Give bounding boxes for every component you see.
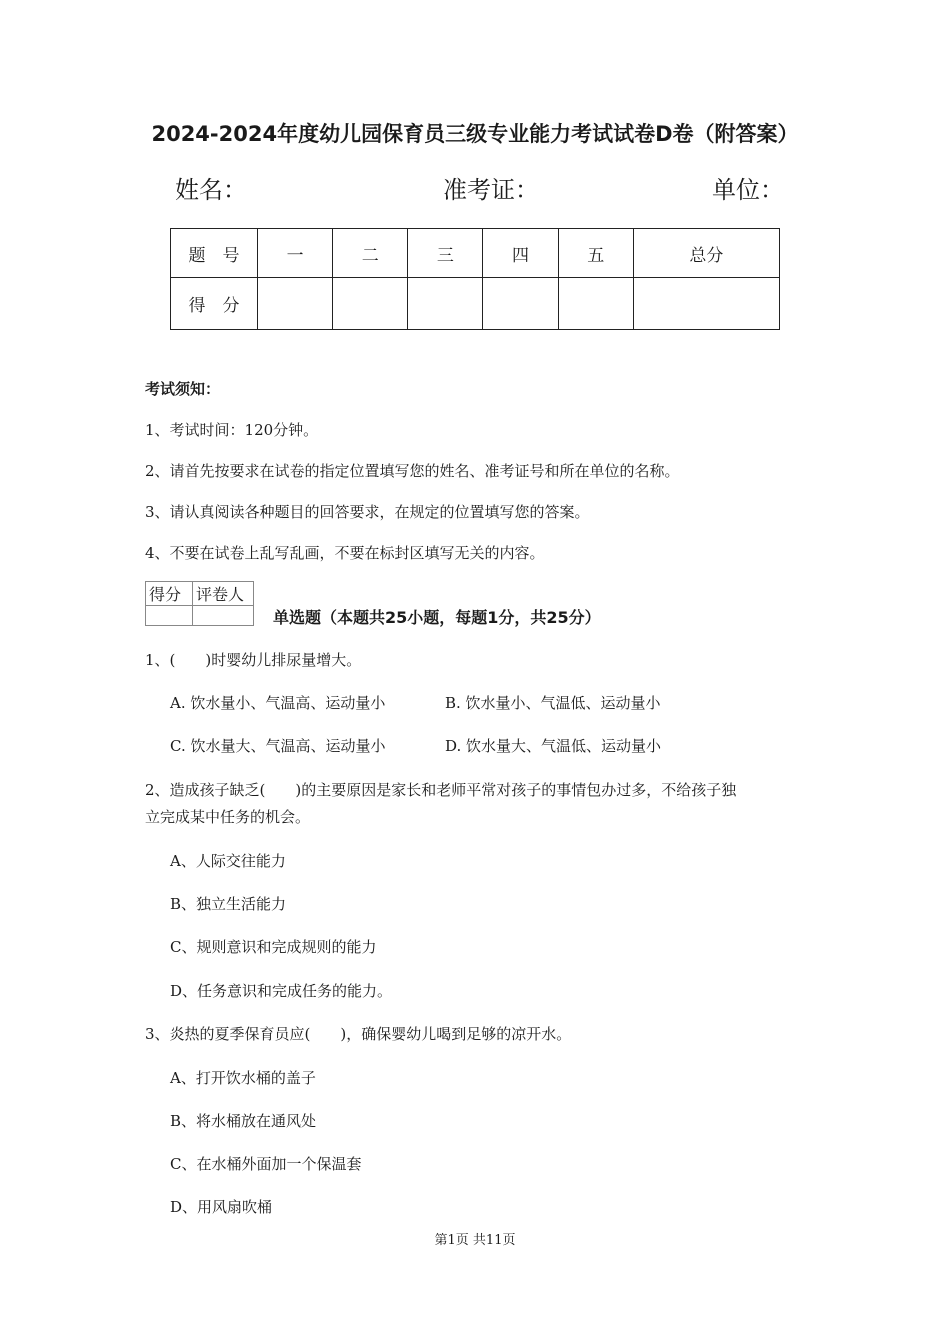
grader-reviewer-cell[interactable] <box>193 606 254 626</box>
section-heading: 单选题（本题共25小题，每题1分，共25分） <box>273 608 601 627</box>
question-2-stem-continued: 立完成某中任务的机会。 <box>145 808 311 826</box>
question-1-option-b: B. 饮水量小、气温低、运动量小 <box>445 694 661 712</box>
score-cell[interactable] <box>558 278 633 330</box>
name-label: 姓名： <box>175 176 247 204</box>
question-1-option-d: D. 饮水量大、气温低、运动量小 <box>445 737 662 755</box>
question-2-option-c: C、规则意识和完成规则的能力 <box>170 938 377 956</box>
question-3-stem: 3、炎热的夏季保育员应( )，确保婴幼儿喝到足够的凉开水。 <box>145 1025 572 1043</box>
question-1-stem: 1、( )时婴幼儿排尿量增大。 <box>145 651 362 669</box>
grader-score-label: 得分 <box>146 582 193 606</box>
grader-reviewer-label: 评卷人 <box>193 582 254 606</box>
score-header-cell: 总分 <box>633 229 779 278</box>
question-3-option-d: D、用风扇吹桶 <box>170 1198 273 1216</box>
score-table <box>170 228 780 330</box>
score-cell[interactable] <box>483 278 558 330</box>
question-2-option-a: A、人际交往能力 <box>170 852 286 870</box>
score-header-cell: 三 <box>408 229 483 278</box>
notice-item: 4、不要在试卷上乱写乱画，不要在标封区填写无关的内容。 <box>145 544 545 562</box>
notice-heading: 考试须知： <box>145 380 221 398</box>
notice-item: 2、请首先按要求在试卷的指定位置填写您的姓名、准考证号和所在单位的名称。 <box>145 462 680 480</box>
question-2-option-b: B、独立生活能力 <box>170 895 287 913</box>
question-3-option-a: A、打开饮水桶的盖子 <box>170 1069 316 1087</box>
notice-item: 1、考试时间：120分钟。 <box>145 421 319 439</box>
score-cell[interactable] <box>633 278 779 330</box>
question-2-option-d: D、任务意识和完成任务的能力。 <box>170 982 393 1000</box>
grader-score-cell[interactable] <box>146 606 193 626</box>
exam-id-label: 准考证： <box>443 176 539 204</box>
score-header-cell: 五 <box>558 229 633 278</box>
question-1-option-c: C. 饮水量大、气温高、运动量小 <box>170 737 386 755</box>
notice-item: 3、请认真阅读各种题目的回答要求，在规定的位置填写您的答案。 <box>145 503 590 521</box>
score-header-cell: 四 <box>483 229 558 278</box>
page-footer: 第1页 共11页 <box>434 1233 516 1248</box>
grader-box <box>145 581 254 626</box>
question-2-stem: 2、造成孩子缺乏( )的主要原因是家长和老师平常对孩子的事情包办过多，不给孩子独 <box>145 781 737 799</box>
score-header-cell: 二 <box>333 229 408 278</box>
question-1-option-a: A. 饮水量小、气温高、运动量小 <box>170 694 386 712</box>
score-table-header-row <box>171 229 780 278</box>
unit-label: 单位： <box>712 176 784 204</box>
score-cell[interactable] <box>408 278 483 330</box>
score-row-label: 得 分 <box>171 278 258 330</box>
score-header-cell: 题 号 <box>171 229 258 278</box>
exam-title: 2024-2024年度幼儿园保育员三级专业能力考试试卷D卷（附答案） <box>151 122 799 146</box>
question-3-option-b: B、将水桶放在通风处 <box>170 1112 317 1130</box>
score-table-score-row <box>171 278 780 330</box>
score-header-cell: 一 <box>258 229 333 278</box>
score-cell[interactable] <box>258 278 333 330</box>
score-cell[interactable] <box>333 278 408 330</box>
question-3-option-c: C、在水桶外面加一个保温套 <box>170 1155 362 1173</box>
